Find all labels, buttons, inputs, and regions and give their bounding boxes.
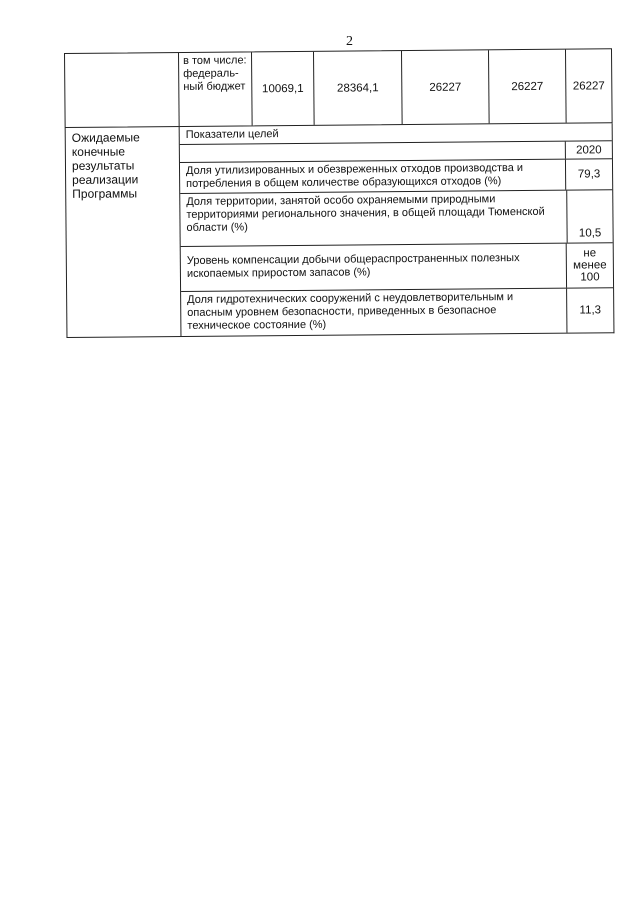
indicator-text [180, 142, 565, 162]
results-row [65, 123, 615, 338]
budget-value: 26227 [401, 50, 489, 124]
indicator-text: Доля утилизированных и обезвреженных отходов производства и потребления в общем количестве образующихся отходов (%) [185, 161, 524, 190]
page-number: 2 [346, 34, 353, 49]
program-table [64, 48, 614, 338]
indicator-value: 2020 [565, 141, 612, 158]
indicator-text: Уровень компенсации добычи общераспространенных полезных ископаемых приростом запасов (%) [186, 252, 520, 280]
indicator-text: Показатели целей [185, 128, 279, 141]
empty-cell [65, 53, 179, 127]
indicator-value [566, 123, 612, 140]
indicator-value: 10,5 [566, 190, 612, 242]
budget-value: 26227 [488, 50, 566, 124]
results-label: Ожидаемые конечные результаты реализации Программы [71, 130, 140, 201]
indicator-value: 11,3 [566, 288, 613, 332]
budget-value: 26227 [565, 49, 612, 122]
budget-value: 28364,1 [313, 51, 402, 125]
indicator-row [180, 189, 612, 246]
indicators-list [179, 123, 614, 336]
indicator-row [181, 242, 613, 291]
budget-label: в том числе: федераль-ный бюджет [178, 52, 252, 126]
indicator-row [180, 158, 612, 193]
budget-row [64, 48, 613, 128]
indicator-value: не менее 100 [566, 243, 613, 287]
indicator-value: 79,3 [565, 159, 612, 189]
indicator-row [180, 140, 612, 162]
indicator-text: Доля территории, занятой особо охраняемыми природными территориями регионального значения, в общей площади Тюменской области (%) [186, 193, 545, 234]
indicator-text: Доля гидротехнических сооружений с неудовлетворительным и опасным уровнем безопасности, приведенных в безопасное техническое состояние (%) [187, 291, 514, 332]
indicator-row [181, 287, 613, 336]
budget-value: 10069,1 [251, 52, 314, 126]
